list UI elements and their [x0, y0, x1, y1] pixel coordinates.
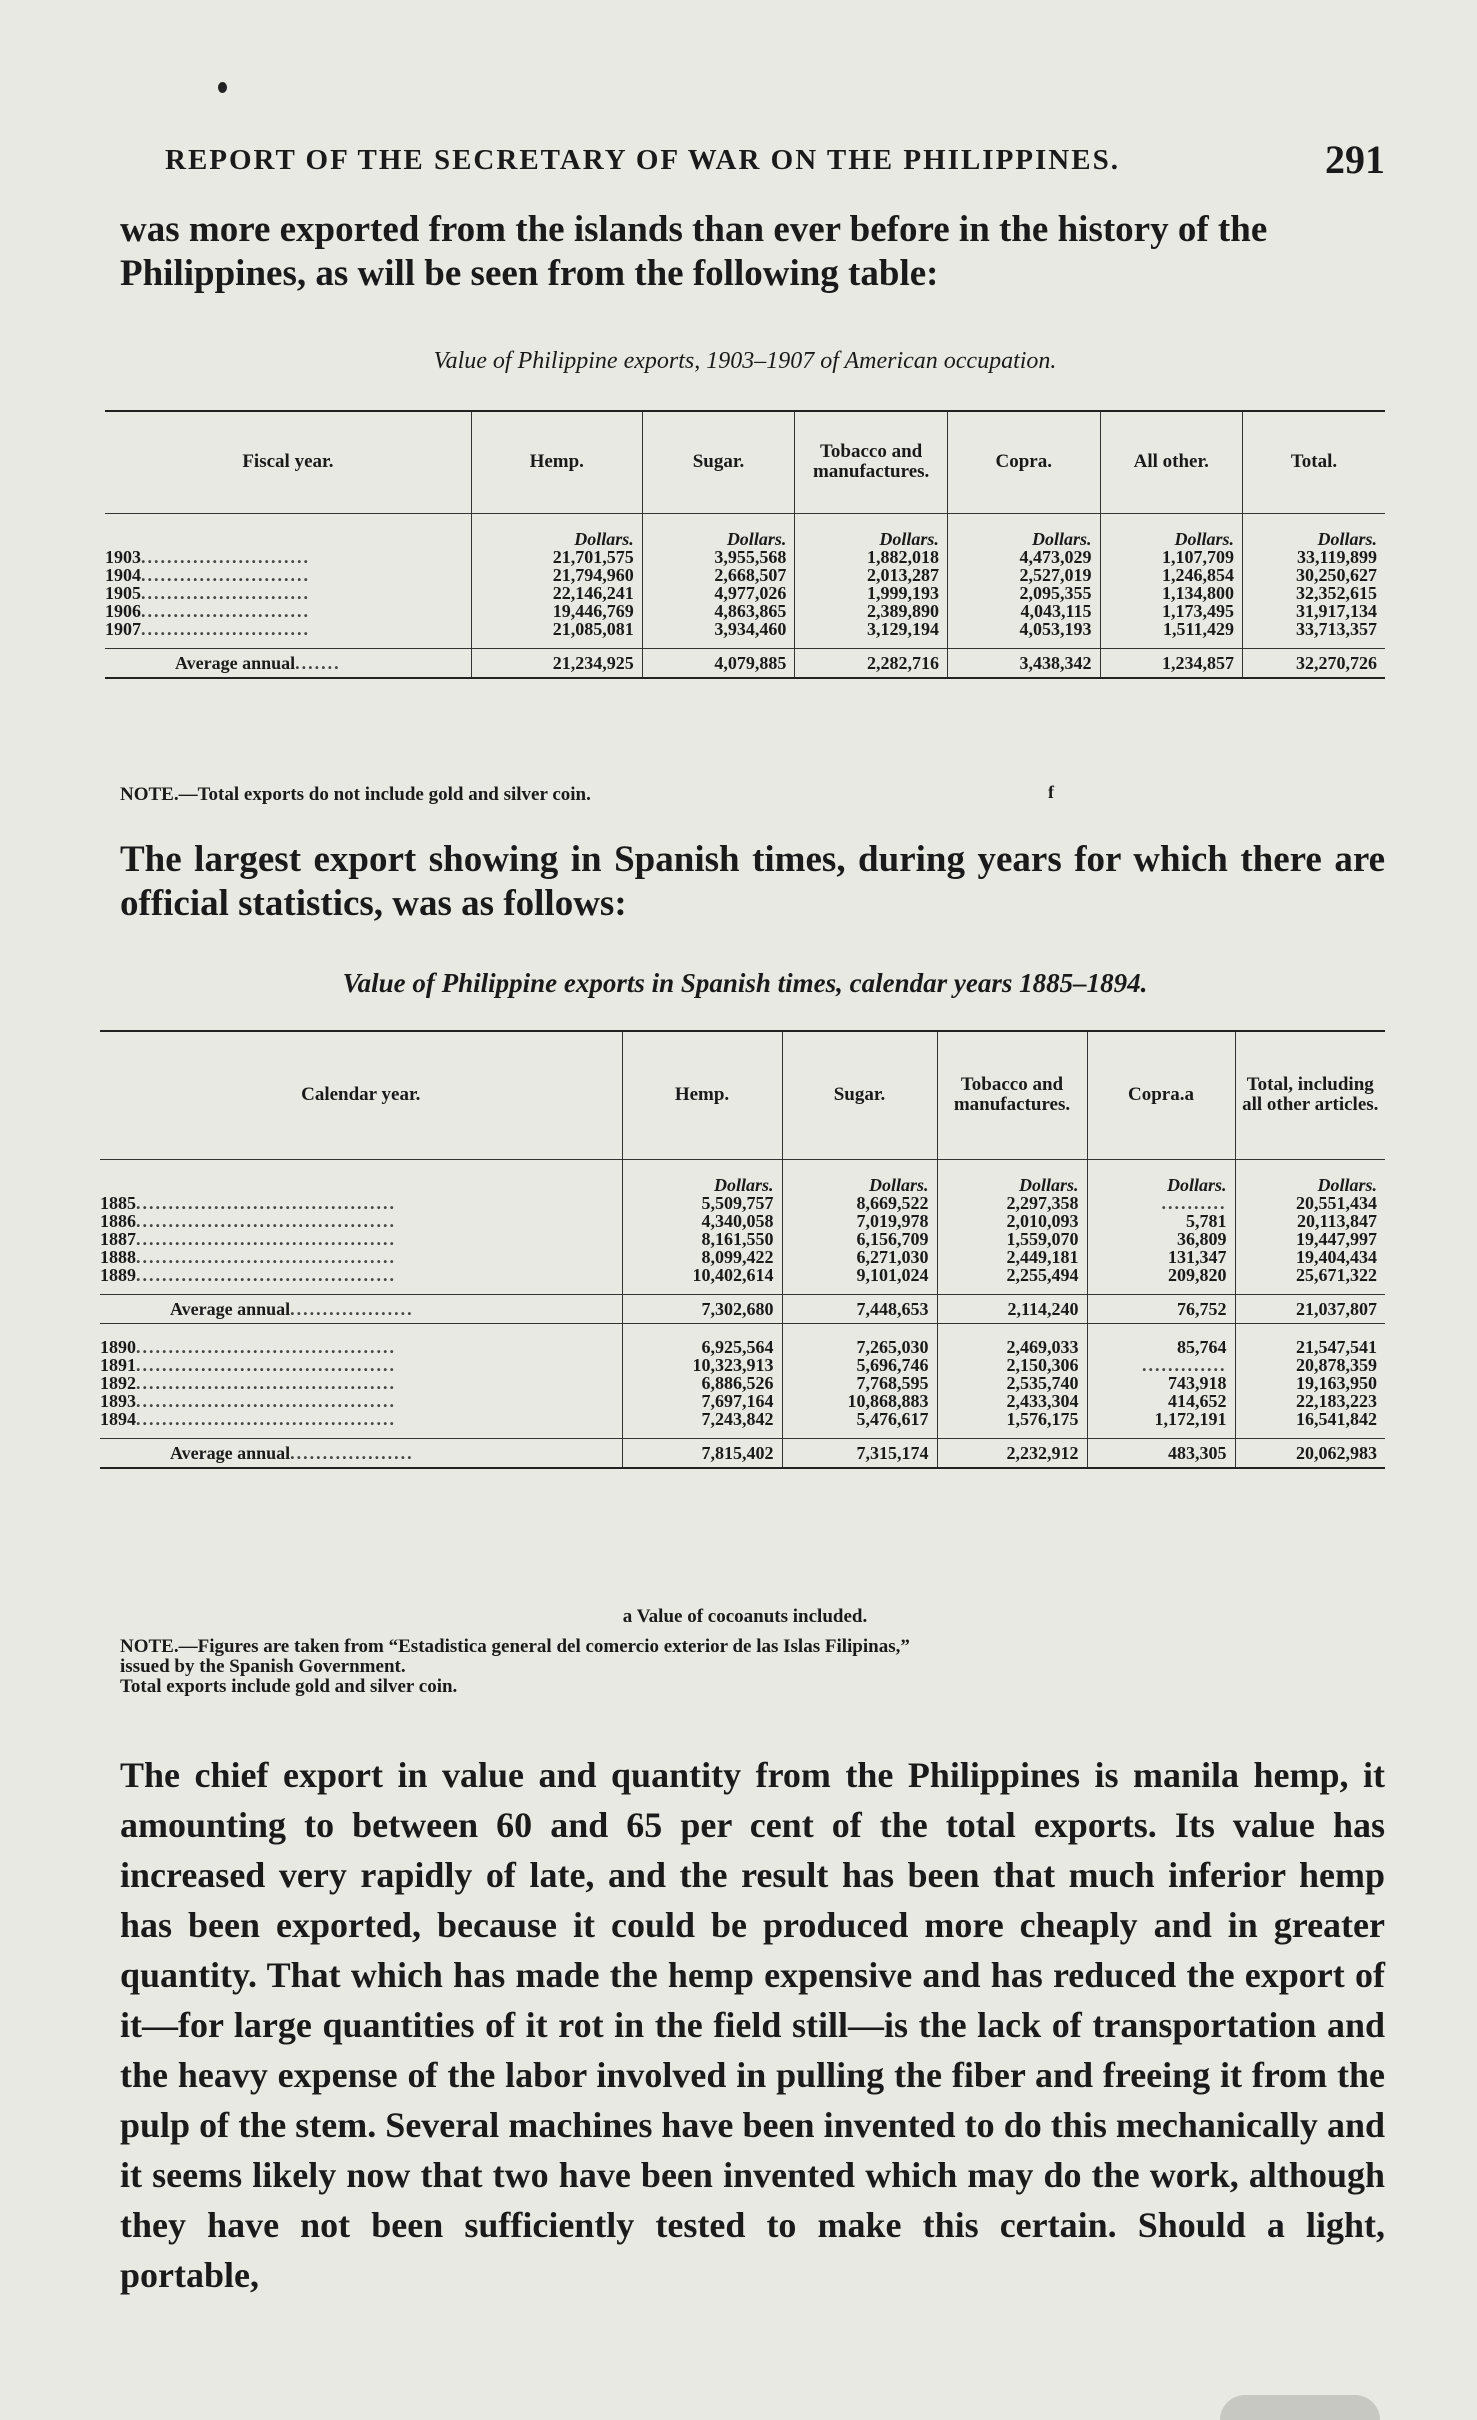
column-header: Copra. — [947, 411, 1100, 513]
cell: 2,282,716 — [795, 648, 948, 678]
cell: 8,669,522 — [782, 1194, 937, 1212]
cell: 483,305 — [1087, 1438, 1235, 1468]
column-header: Total. — [1242, 411, 1385, 513]
cell: 21,547,541 — [1235, 1323, 1385, 1356]
cell: 2,449,181 — [937, 1248, 1087, 1266]
table-row: 1903.......................... 21,701,575 3,955,568 1,882,018 4,473,029 1,107,709 33,119,899 — [105, 548, 1385, 566]
table2-caption: Value of Philippine exports in Spanish times, calendar years 1885–1894. — [342, 968, 1148, 998]
table-row: 1904.......................... 21,794,960 2,668,507 2,013,287 2,527,019 1,246,854 30,250,627 — [105, 566, 1385, 584]
cell: 33,713,357 — [1242, 620, 1385, 649]
table-row: 1892........................................ 6,886,526 7,768,595 2,535,740 743,918 19,163,950 — [100, 1374, 1385, 1392]
cell: 3,438,342 — [947, 648, 1100, 678]
cell: 3,955,568 — [642, 548, 795, 566]
cell: 8,161,550 — [622, 1230, 782, 1248]
cell: 4,977,026 — [642, 584, 795, 602]
cell: 5,476,617 — [782, 1410, 937, 1439]
row-year: 1904 — [105, 564, 141, 585]
table1-caption: Value of Philippine exports, 1903–1907 of American occupation. — [433, 348, 1057, 374]
cell: 2,535,740 — [937, 1374, 1087, 1392]
cell: 30,250,627 — [1242, 566, 1385, 584]
note-line: NOTE.—Figures are taken from “Estadistica general del comercio exterior de las Islas Filipinas,” — [120, 1636, 910, 1657]
cell: 7,302,680 — [622, 1294, 782, 1323]
cell: 1,559,070 — [937, 1230, 1087, 1248]
unit-label: Dollars. — [471, 513, 642, 548]
cell: 1,107,709 — [1100, 548, 1242, 566]
ink-dot — [218, 82, 227, 93]
table-row: 1907.......................... 21,085,081 3,934,460 3,129,194 4,053,193 1,511,429 33,713,357 — [105, 620, 1385, 649]
unit-label: Dollars. — [947, 513, 1100, 548]
unit-label: Dollars. — [1100, 513, 1242, 548]
cell: 7,448,653 — [782, 1294, 937, 1323]
cell: 7,815,402 — [622, 1438, 782, 1468]
cell: 6,271,030 — [782, 1248, 937, 1266]
cell: 1,173,495 — [1100, 602, 1242, 620]
cell: 2,433,304 — [937, 1392, 1087, 1410]
cell: 209,820 — [1087, 1266, 1235, 1295]
intro-paragraph: was more exported from the islands than ever before in the history of the Philippines, as will be seen from the following table: — [120, 209, 1268, 294]
cell: 2,255,494 — [937, 1266, 1087, 1295]
column-header: Tobacco and manufactures. — [937, 1031, 1087, 1159]
cell: 743,918 — [1087, 1374, 1235, 1392]
table-row: 1893........................................ 7,697,164 10,868,883 2,433,304 414,652 22,183,223 — [100, 1392, 1385, 1410]
note-line: Total exports include gold and silver coin. — [120, 1676, 458, 1697]
unit-label: Dollars. — [795, 513, 948, 548]
cell: 8,099,422 — [622, 1248, 782, 1266]
cell: 4,473,029 — [947, 548, 1100, 566]
row-year: 1891 — [100, 1354, 136, 1375]
cell: 4,079,885 — [642, 648, 795, 678]
column-header: Copra.a — [1087, 1031, 1235, 1159]
column-header: Sugar. — [642, 411, 795, 513]
cell: 10,402,614 — [622, 1266, 782, 1295]
cell: 22,183,223 — [1235, 1392, 1385, 1410]
row-year: 1907 — [105, 618, 141, 639]
cell: 2,527,019 — [947, 566, 1100, 584]
unit-label: Dollars. — [1087, 1159, 1235, 1194]
cell: 6,156,709 — [782, 1230, 937, 1248]
unit-label: Dollars. — [1242, 513, 1385, 548]
cell: 7,265,030 — [782, 1323, 937, 1356]
american-exports-table — [105, 410, 1385, 679]
cell: 7,315,174 — [782, 1438, 937, 1468]
row-year: 1892 — [100, 1372, 136, 1393]
row-year: 1889 — [100, 1264, 136, 1285]
table2-footnote: a Value of cocoanuts included. — [622, 1606, 868, 1627]
cell: 7,768,595 — [782, 1374, 937, 1392]
table-row: 1888........................................ 8,099,422 6,271,030 2,449,181 131,347 19,404,434 — [100, 1248, 1385, 1266]
table2-note — [120, 1637, 1380, 1697]
cell: 21,794,960 — [471, 566, 642, 584]
running-title: REPORT OF THE SECRETARY OF WAR ON THE PHILIPPINES. — [165, 144, 1120, 176]
unit-label: Dollars. — [1235, 1159, 1385, 1194]
middle-paragraph: The largest export showing in Spanish times, during years for which there are official statistics, was as follows: — [120, 839, 1385, 924]
table-row: 1894........................................ 7,243,842 5,476,617 1,576,175 1,172,191 16,541,842 — [100, 1410, 1385, 1439]
cell: 10,323,913 — [622, 1356, 782, 1374]
table-row: 1886........................................ 4,340,058 7,019,978 2,010,093 5,781 20,113,847 — [100, 1212, 1385, 1230]
table-row: 1905.......................... 22,146,241 4,977,026 1,999,193 2,095,355 1,134,800 32,352,615 — [105, 584, 1385, 602]
cell: 2,095,355 — [947, 584, 1100, 602]
cell: 2,013,287 — [795, 566, 948, 584]
average-label: Average annual — [175, 652, 296, 673]
cell: 4,053,193 — [947, 620, 1100, 649]
cell: 2,114,240 — [937, 1294, 1087, 1323]
cell: 1,511,429 — [1100, 620, 1242, 649]
row-year: 1905 — [105, 582, 141, 603]
cell: 25,671,322 — [1235, 1266, 1385, 1295]
cell: .......... — [1087, 1194, 1235, 1212]
row-year: 1888 — [100, 1246, 136, 1267]
cell: 19,447,997 — [1235, 1230, 1385, 1248]
row-year: 1903 — [105, 546, 141, 567]
cell: 21,234,925 — [471, 648, 642, 678]
cell: 36,809 — [1087, 1230, 1235, 1248]
cell: 414,652 — [1087, 1392, 1235, 1410]
cell: 85,764 — [1087, 1323, 1235, 1356]
running-header — [165, 138, 1385, 188]
spanish-exports-table — [100, 1030, 1385, 1469]
table-row: 1885........................................ 5,509,757 8,669,522 2,297,358 .......... 20,551,434 — [100, 1194, 1385, 1212]
row-year: 1893 — [100, 1390, 136, 1411]
unit-label: Dollars. — [642, 513, 795, 548]
cell: 2,150,306 — [937, 1356, 1087, 1374]
cell: 32,352,615 — [1242, 584, 1385, 602]
cell: 6,925,564 — [622, 1323, 782, 1356]
cell: 1,576,175 — [937, 1410, 1087, 1439]
row-year: 1906 — [105, 600, 141, 621]
cell: 20,062,983 — [1235, 1438, 1385, 1468]
cell: 2,010,093 — [937, 1212, 1087, 1230]
cell: 19,163,950 — [1235, 1374, 1385, 1392]
cell: 1,246,854 — [1100, 566, 1242, 584]
cell: 131,347 — [1087, 1248, 1235, 1266]
cell: 3,129,194 — [795, 620, 948, 649]
table-row: 1887........................................ 8,161,550 6,156,709 1,559,070 36,809 19,447,997 — [100, 1230, 1385, 1248]
note-line: issued by the Spanish Government. — [120, 1656, 406, 1677]
column-header: Sugar. — [782, 1031, 937, 1159]
unit-label: Dollars. — [622, 1159, 782, 1194]
cell: 5,509,757 — [622, 1194, 782, 1212]
cell: 2,297,358 — [937, 1194, 1087, 1212]
average-row: Average annual....... 21,234,925 4,079,885 2,282,716 3,438,342 1,234,857 32,270,726 — [105, 648, 1385, 678]
column-header: Tobacco and manufactures. — [795, 411, 948, 513]
cell: 6,886,526 — [622, 1374, 782, 1392]
closing-paragraph: The chief export in value and quantity from the Philippines is manila hemp, it amounting to between 60 and 65 per cent of the total exports. Its value has increased very rapidly of late, and the result has been that much inferior hemp has been exported, because it could be produced more cheaply and in greater quantity. That which has made the hemp expensive and has reduced the export of it—for large quantities of it rot in the field still—is the lack of transportation and the heavy expense of the labor involved in pulling the fiber and freeing it from the pulp of the stem. Several machines have been invented to do this mechanically and it seems likely now that two have been invented which may do the work, although they have not been sufficiently tested to make this certain. Should a light, portable, — [120, 1755, 1385, 2295]
cell: 16,541,842 — [1235, 1410, 1385, 1439]
unit-label: Dollars. — [782, 1159, 937, 1194]
column-header: Calendar year. — [301, 1084, 421, 1106]
cell: 1,999,193 — [795, 584, 948, 602]
row-year: 1890 — [100, 1336, 136, 1357]
cell: 20,113,847 — [1235, 1212, 1385, 1230]
unit-label: Dollars. — [937, 1159, 1087, 1194]
cell: 31,917,134 — [1242, 602, 1385, 620]
cell: 32,270,726 — [1242, 648, 1385, 678]
cell: 7,243,842 — [622, 1410, 782, 1439]
average-label: Average annual — [170, 1442, 291, 1463]
cell: 76,752 — [1087, 1294, 1235, 1323]
cell: 1,172,191 — [1087, 1410, 1235, 1439]
cell: 19,446,769 — [471, 602, 642, 620]
cell: 20,551,434 — [1235, 1194, 1385, 1212]
row-year: 1894 — [100, 1408, 136, 1429]
row-year: 1887 — [100, 1228, 136, 1249]
cell: 33,119,899 — [1242, 548, 1385, 566]
row-year: 1886 — [100, 1210, 136, 1231]
table-row: 1906.......................... 19,446,769 4,863,865 2,389,890 4,043,115 1,173,495 31,917,134 — [105, 602, 1385, 620]
cell: 4,863,865 — [642, 602, 795, 620]
cell: 10,868,883 — [782, 1392, 937, 1410]
cell: 2,469,033 — [937, 1323, 1087, 1356]
cell: 2,232,912 — [937, 1438, 1087, 1468]
average-row: Average annual................... 7,815,402 7,315,174 2,232,912 483,305 20,062,983 — [100, 1438, 1385, 1468]
table-row: 1891........................................ 10,323,913 5,696,746 2,150,306 ............. 20,878,359 — [100, 1356, 1385, 1374]
cell: 1,134,800 — [1100, 584, 1242, 602]
cell: 1,882,018 — [795, 548, 948, 566]
average-row: Average annual................... 7,302,680 7,448,653 2,114,240 76,752 21,037,807 — [100, 1294, 1385, 1323]
page-shadow — [1220, 2395, 1380, 2420]
cell: 9,101,024 — [782, 1266, 937, 1295]
cell: 21,037,807 — [1235, 1294, 1385, 1323]
cell: 7,019,978 — [782, 1212, 937, 1230]
cell: 3,934,460 — [642, 620, 795, 649]
cell: 22,146,241 — [471, 584, 642, 602]
stray-mark: f — [1048, 782, 1054, 802]
average-label: Average annual — [170, 1298, 291, 1319]
cell: 4,340,058 — [622, 1212, 782, 1230]
cell: 21,701,575 — [471, 548, 642, 566]
column-header: All other. — [1100, 411, 1242, 513]
table-row: 1889........................................ 10,402,614 9,101,024 2,255,494 209,820 25,671,322 — [100, 1266, 1385, 1295]
page-number: 291 — [1325, 137, 1385, 182]
cell: 2,668,507 — [642, 566, 795, 584]
column-header: Hemp. — [622, 1031, 782, 1159]
table1-note: NOTE.—Total exports do not include gold and silver coin. — [120, 784, 591, 805]
column-header: Hemp. — [471, 411, 642, 513]
cell: 5,781 — [1087, 1212, 1235, 1230]
column-header: Total, including all other articles. — [1235, 1031, 1385, 1159]
cell: 5,696,746 — [782, 1356, 937, 1374]
row-year: 1885 — [100, 1192, 136, 1213]
cell: 21,085,081 — [471, 620, 642, 649]
cell: 1,234,857 — [1100, 648, 1242, 678]
cell: 4,043,115 — [947, 602, 1100, 620]
column-header: Fiscal year. — [242, 451, 334, 473]
cell: 7,697,164 — [622, 1392, 782, 1410]
table-row: 1890........................................ 6,925,564 7,265,030 2,469,033 85,764 21,547,541 — [100, 1323, 1385, 1356]
cell: 19,404,434 — [1235, 1248, 1385, 1266]
cell: ............. — [1087, 1356, 1235, 1374]
cell: 2,389,890 — [795, 602, 948, 620]
cell: 20,878,359 — [1235, 1356, 1385, 1374]
